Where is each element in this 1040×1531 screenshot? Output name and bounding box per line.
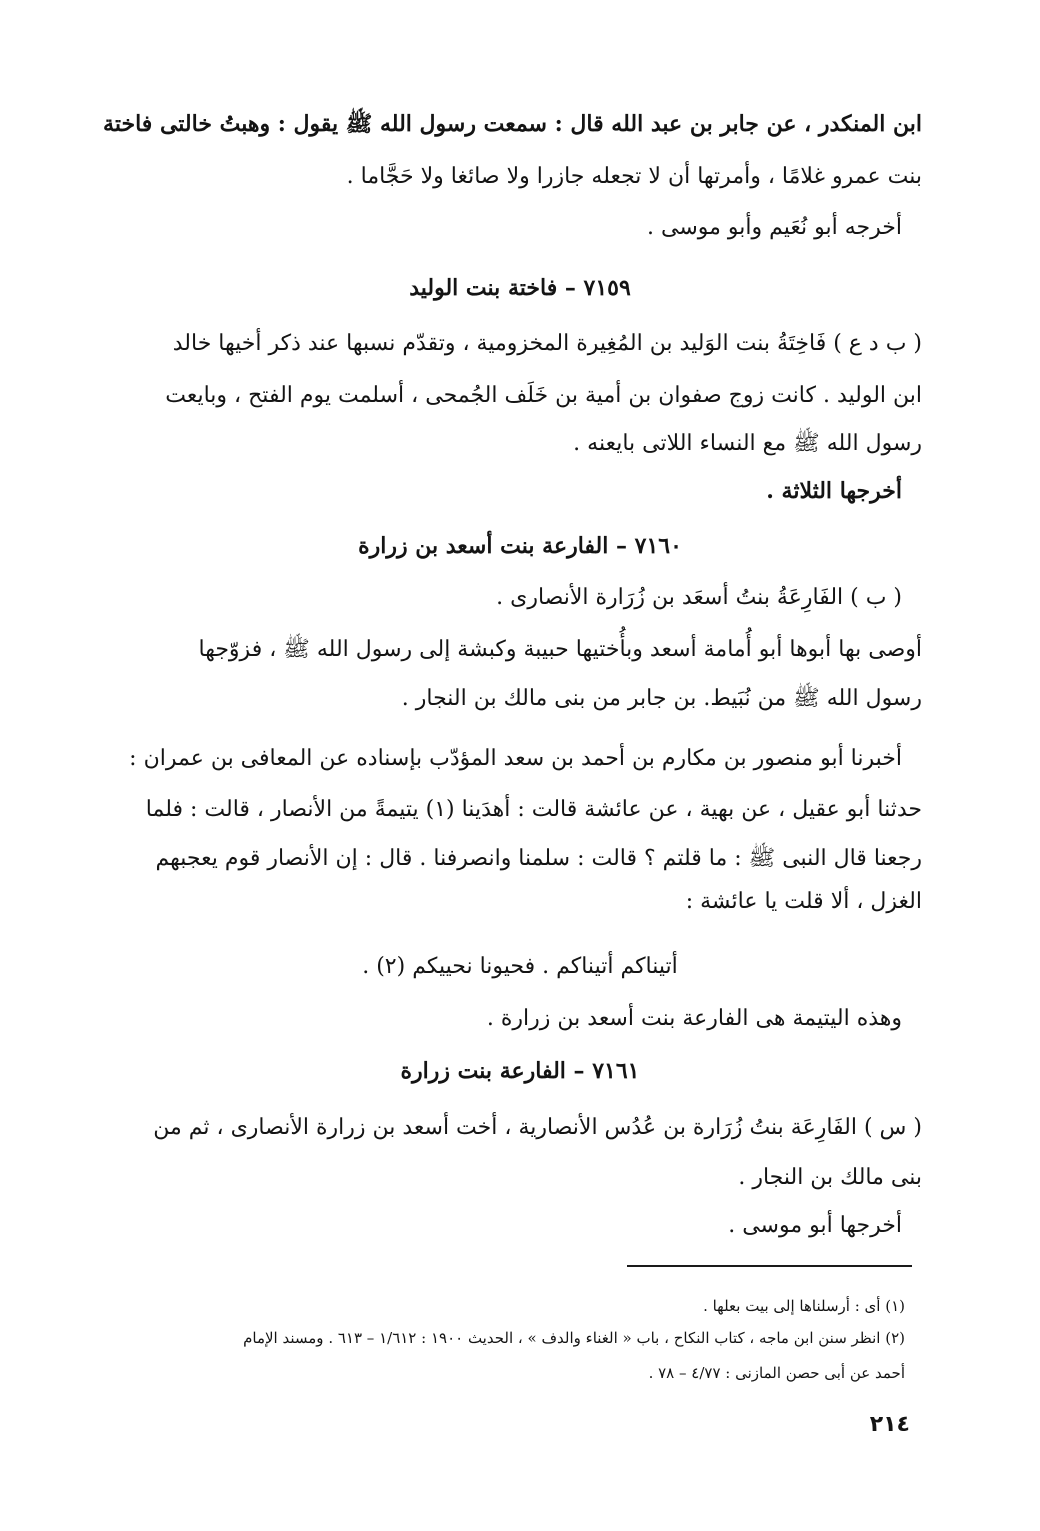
- footnote: أحمد عن أبى حصن المازنى : ٤/٧٧ – ٧٨ .: [648, 1364, 905, 1382]
- text-line: ( ب ) الفَارِعَةُ بنتُ أسعَد بن زُرَارة الأنصارى .: [496, 585, 902, 610]
- text-line: الغزل ، ألا قلت يا عائشة :: [685, 889, 922, 914]
- text-line: بنت عمرو غلامًا ، وأمرتها أن لا تجعله جازرا ولا صائغا ولا حَجَّاما .: [346, 164, 922, 189]
- text-line: ابن المنكدر ، عن جابر بن عبد الله قال : سمعت رسول الله ﷺ يقول : وهبتُ خالتى فاختة: [103, 111, 922, 137]
- entry-heading: ٧١٥٩ – فاختة بنت الوليد: [409, 275, 631, 301]
- footnote: (٢) انظر سنن ابن ماجه ، كتاب النكاح ، باب « الغناء والدف » ، الحديث ١٩٠٠ : ١/٦١٢ – ٦١٣ . ومسند الإمام: [243, 1329, 905, 1347]
- text-line: بنى مالك بن النجار .: [738, 1165, 922, 1190]
- text-line: رسول الله ﷺ مع النساء اللاتى بايعنه .: [573, 431, 922, 456]
- text-line: ( س ) الفَارِعَة بنتُ زُرَارة بن عُدُس الأنصارية ، أخت أسعد بن زرارة الأنصارى ، ثم من: [153, 1115, 922, 1140]
- text-line: ابن الوليد . كانت زوج صفوان بن أمية بن خَلَف الجُمحى ، أسلمت يوم الفتح ، وبايعت: [165, 383, 922, 408]
- text-line: وهذه اليتيمة هى الفارعة بنت أسعد بن زرارة .: [486, 1006, 902, 1031]
- page-number: ٢١٤: [869, 1412, 910, 1437]
- text-line: رسول الله ﷺ من نُبَيط. بن جابر من بنى مالك بن النجار .: [401, 686, 922, 711]
- text-line: حدثنا أبو عقيل ، عن بهية ، عن عائشة قالت : أهدَينا (١) يتيمةً من الأنصار ، قالت : فلما: [145, 797, 922, 822]
- footnote: (١) أى : أرسلناها إلى بيت بعلها .: [703, 1297, 905, 1315]
- text-line: رجعنا قال النبى ﷺ : ما قلتم ؟ قالت : سلمنا وانصرفنا . قال : إن الأنصار قوم يعجبهم: [155, 846, 922, 871]
- footnote-rule: [627, 1265, 912, 1267]
- entry-heading: ٧١٦٠ – الفارعة بنت أسعد بن زرارة: [358, 533, 682, 559]
- text-line: أخرجها الثلاثة .: [766, 478, 902, 504]
- text-line: أخبرنا أبو منصور بن مكارم بن أحمد بن سعد المؤدّب بإسناده عن المعافى بن عمران :: [129, 746, 902, 771]
- poetry-verse: أتيناكم أتيناكم . فحيونا نحييكم (٢) .: [362, 954, 678, 979]
- entry-heading: ٧١٦١ – الفارعة بنت زرارة: [400, 1058, 640, 1084]
- text-line: ( ب د ع ) فَاخِتَةُ بنت الوَليد بن المُغِيرة المخزومية ، وتقدّم نسبها عند ذكر أخيها خالد: [172, 331, 922, 356]
- text-line: أخرجها أبو موسى .: [728, 1213, 902, 1238]
- text-line: أوصى بها أبوها أبو أُمامة أسعد وبأُختيها حبيبة وكبشة إلى رسول الله ﷺ ، فزوّجها: [198, 637, 922, 662]
- text-line: أخرجه أبو نُعَيم وأبو موسى .: [647, 215, 902, 240]
